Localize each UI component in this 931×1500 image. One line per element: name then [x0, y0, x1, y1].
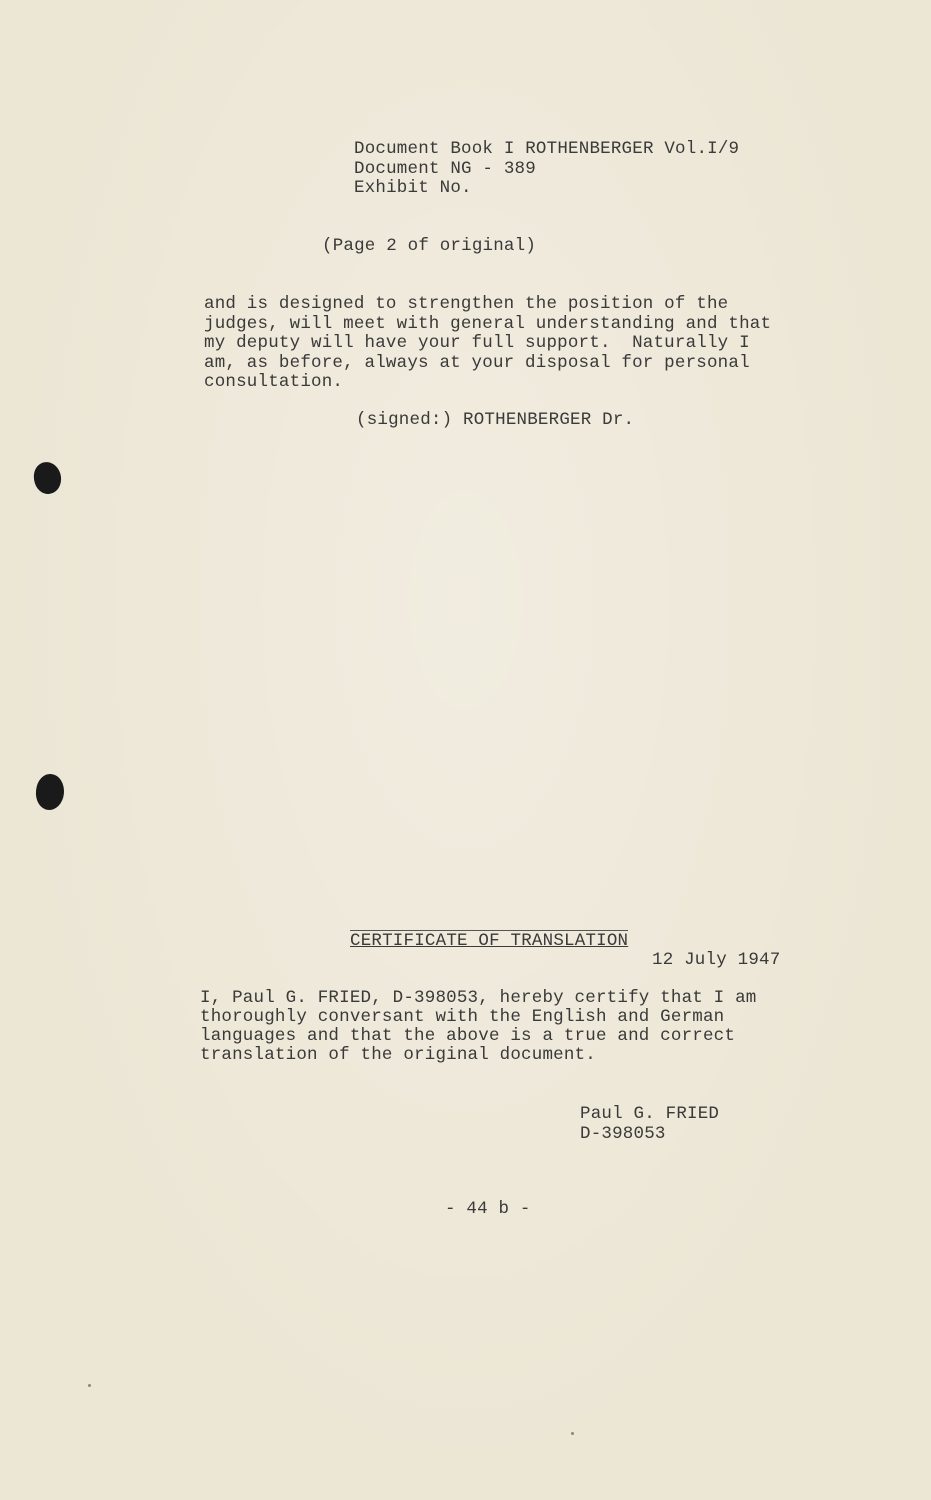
translator-name: Paul G. FRIED: [580, 1104, 720, 1124]
body-line: judges, will meet with general understanding and that: [204, 313, 772, 334]
body-line: am, as before, always at your disposal for personal: [204, 352, 750, 373]
original-page-reference: (Page 2 of original): [322, 236, 537, 256]
page-number: - 44 b -: [445, 1199, 531, 1219]
header-line-exhibit: Exhibit No.: [354, 178, 472, 198]
punch-hole-lower: [34, 773, 66, 812]
certificate-line: translation of the original document.: [200, 1045, 596, 1065]
signature-line: (signed:) ROTHENBERGER Dr.: [356, 410, 635, 430]
body-line: consultation.: [204, 372, 344, 392]
document-header: [354, 140, 739, 199]
translator-block: [580, 1105, 719, 1144]
certificate-line: I, Paul G. FRIED, D-398053, hereby certify that I am: [200, 988, 757, 1008]
body-line: and is designed to strengthen the position of the: [204, 294, 729, 314]
header-line-document-number: Document NG - 389: [354, 158, 536, 179]
translator-id: D-398053: [580, 1123, 666, 1144]
certificate-title: CERTIFICATE OF TRANSLATION: [350, 931, 629, 951]
certificate-line: languages and that the above is a true and correct: [200, 1026, 736, 1046]
letter-body: [204, 295, 771, 393]
paper-speck: [88, 1384, 91, 1387]
certificate-body: [200, 989, 757, 1065]
punch-hole-upper: [32, 460, 63, 495]
body-line: my deputy will have your full support. Naturally I: [204, 333, 750, 353]
certificate-line: thoroughly conversant with the English and German: [200, 1007, 725, 1027]
header-line-book: Document Book I ROTHENBERGER Vol.I/9: [354, 139, 740, 159]
certificate-date: 12 July 1947: [652, 950, 781, 970]
paper-speck: [571, 1432, 574, 1435]
